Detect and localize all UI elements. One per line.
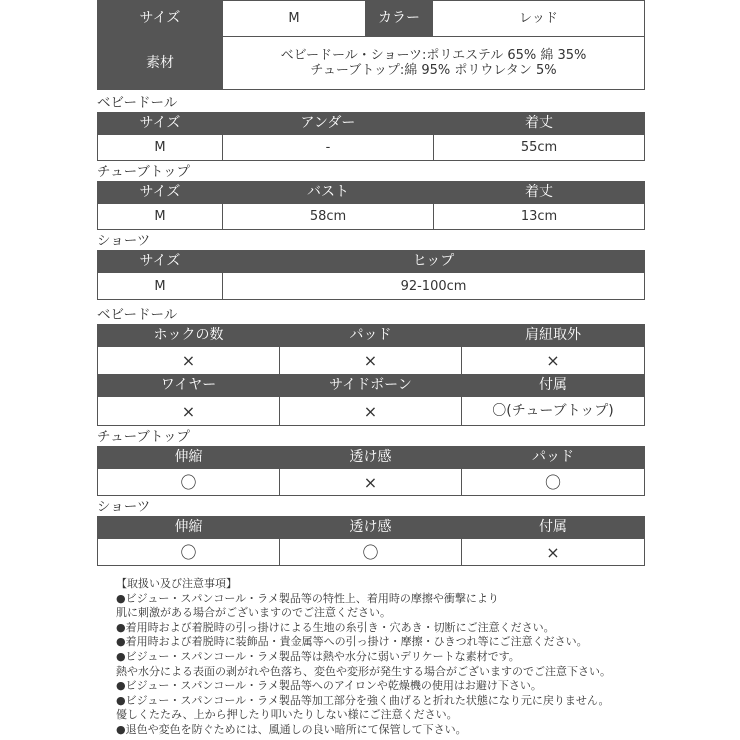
value-cell: × — [280, 347, 462, 375]
summary-table — [97, 0, 645, 90]
material-line: チューブトップ:綿 95% ポリウレタン 5% — [310, 63, 557, 78]
note-line: 熱や水分による表面の剥がれや色落ち、変色や変形が発生する場合がございますのでご注意下さい。 — [116, 664, 611, 678]
note-line: ●退色や変色を防ぐためには、風通しの良い暗所にて保管して下さい。 — [116, 722, 467, 736]
header-cell: サイズ — [98, 251, 223, 273]
tube-top-size-table — [97, 181, 645, 230]
header-cell: ワイヤー — [98, 375, 280, 397]
note-line: ●ビジュー・スパンコール・ラメ製品等の特性上、着用時の摩擦や衝撃により — [116, 591, 499, 605]
value-cell: 13cm — [434, 204, 645, 230]
value-cell: 〇 — [280, 539, 462, 566]
header-cell: 付属 — [462, 517, 645, 539]
shorts-size-table — [97, 250, 645, 300]
note-line: ●着用時および着脱時に装飾品・貴金属等への引っ掛け・摩擦・ひきつれ等にご注意ください。 — [116, 635, 588, 649]
section-title-shorts: ショーツ — [97, 233, 151, 249]
size-label: サイズ — [98, 1, 223, 37]
value-cell: × — [462, 347, 645, 375]
value-cell: 92-100cm — [223, 273, 645, 300]
section-title-babydoll: ベビードール — [97, 95, 178, 111]
header-cell: パッド — [462, 447, 645, 469]
note-line: 肌に刺激がある場合がございますのでご注意ください。 — [116, 606, 391, 620]
header-cell: ホックの数 — [98, 325, 280, 347]
value-cell: M — [98, 135, 223, 161]
value-cell: × — [462, 539, 645, 566]
babydoll-spec-table — [97, 324, 645, 426]
note-line: ●ビジュー・スパンコール・ラメ製品等加工部分を強く曲げると折れた状態になり元に戻りません。 — [116, 693, 610, 707]
header-cell: ヒップ — [223, 251, 645, 273]
value-cell: 〇 — [98, 539, 280, 566]
header-cell: サイドボーン — [280, 375, 462, 397]
notes-heading: 【取扱い及び注意事項】 — [116, 577, 237, 590]
section-title-tube-top-spec: チューブトップ — [97, 429, 191, 445]
value-cell: 55cm — [434, 135, 645, 161]
note-line: 優しくたたみ、上から押したり叩いたりしない様にご注意ください。 — [116, 708, 458, 722]
header-cell: パッド — [280, 325, 462, 347]
babydoll-size-table — [97, 112, 645, 161]
header-cell: 伸縮 — [98, 517, 280, 539]
tube-top-spec-table — [97, 446, 645, 496]
header-cell: 透け感 — [280, 517, 462, 539]
size-value: M — [223, 1, 366, 37]
header-cell: 着丈 — [434, 113, 645, 135]
header-cell: バスト — [223, 182, 434, 204]
section-title-babydoll-spec: ベビードール — [97, 307, 178, 323]
material-line: ベビードール・ショーツ:ポリエステル 65% 綿 35% — [280, 48, 587, 63]
value-cell: × — [280, 469, 462, 496]
value-cell: × — [98, 347, 280, 375]
value-cell: × — [280, 397, 462, 426]
shorts-spec-table — [97, 516, 645, 566]
header-cell: サイズ — [98, 113, 223, 135]
material-label: 素材 — [98, 37, 223, 90]
note-line: ●ビジュー・スパンコール・ラメ製品等は熱や水分に弱いデリケートな素材です。 — [116, 649, 520, 663]
note-line: ●ビジュー・スパンコール・ラメ製品等へのアイロンや乾燥機の使用はお避け下さい。 — [116, 679, 542, 693]
value-cell: 58cm — [223, 204, 434, 230]
value-cell: × — [98, 397, 280, 426]
value-cell: 〇 — [98, 469, 280, 496]
section-title-tube-top: チューブトップ — [97, 164, 191, 180]
value-cell: M — [98, 273, 223, 300]
care-notes — [116, 577, 636, 738]
header-cell: 伸縮 — [98, 447, 280, 469]
material-value — [223, 37, 645, 90]
color-value: レッド — [433, 1, 645, 37]
header-cell: サイズ — [98, 182, 223, 204]
header-cell: 付属 — [462, 375, 645, 397]
header-cell: 肩紐取外 — [462, 325, 645, 347]
value-cell: - — [223, 135, 434, 161]
section-title-shorts-spec: ショーツ — [97, 499, 151, 515]
header-cell: 透け感 — [280, 447, 462, 469]
product-spec-sheet — [97, 0, 644, 566]
header-cell: アンダー — [223, 113, 434, 135]
value-cell: 〇(チューブトップ) — [462, 397, 645, 426]
value-cell: M — [98, 204, 223, 230]
color-label: カラー — [366, 1, 433, 37]
note-line: ●着用時および着脱時の引っ掛けによる生地の糸引き・穴あき・切断にご注意ください。 — [116, 620, 555, 634]
header-cell: 着丈 — [434, 182, 645, 204]
value-cell: 〇 — [462, 469, 645, 496]
